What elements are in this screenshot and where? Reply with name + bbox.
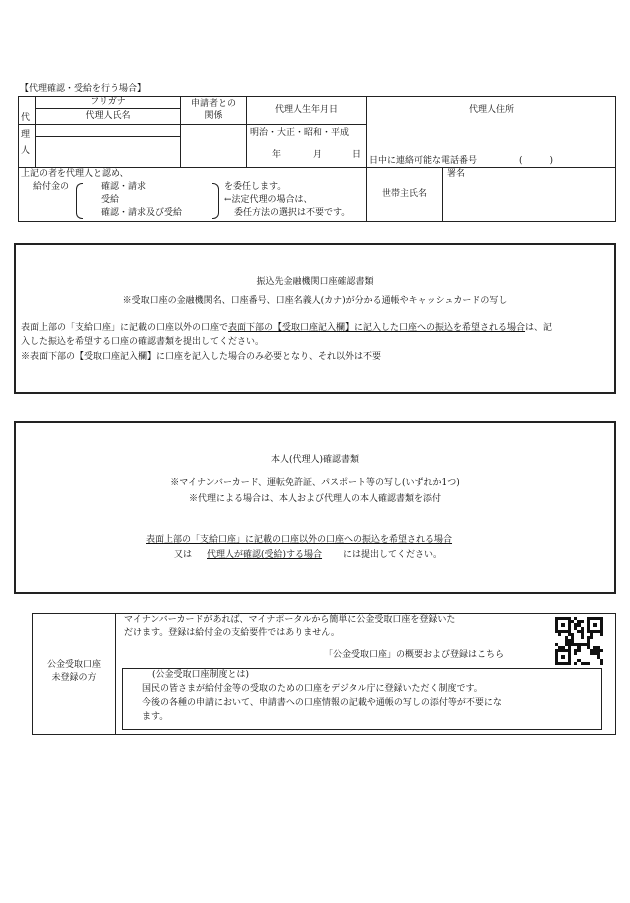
id-box-line1: ※マイナンバーカード、運転免許証、パスポート等の写し(いずれか1つ) (170, 478, 460, 488)
delegate-line1: 上記の者を代理人と認め、 (21, 169, 129, 179)
bank-account-box (14, 243, 616, 394)
proxy-side-label-3: 人 (21, 146, 31, 156)
bank-box-paragraph-line1 (21, 323, 552, 334)
delegate-prefix: 給付金の (33, 182, 70, 192)
public-account-text-1: マイナンバーカードがあれば、マイナポータルから簡単に公金受取口座を登録いた (124, 615, 456, 625)
legal-note-1: ←法定代理の場合は、 (224, 195, 313, 205)
proxy-name-input[interactable] (36, 137, 180, 167)
signature-input[interactable] (443, 181, 615, 221)
bank-para-c: は、記 (525, 323, 553, 333)
bank-para-underlined: 表面下部の【受取口座記入欄】に記入した口座への振込を希望される場合 (228, 323, 526, 333)
bank-box-subtitle: ※受取口座の金融機関名、口座番号、口座名義人(カナ)が分かる通帳やキャッシュカードの写し (122, 296, 508, 306)
delegate-option-confirm[interactable]: 確認・請求 (101, 182, 147, 192)
id-box-condition2: 代理人が確認(受給)する場合 (207, 550, 323, 560)
public-account-label-2: 未登録の方 (51, 673, 97, 683)
relation-label-1: 申請者との (190, 99, 236, 109)
date-day-unit: 日 (352, 150, 362, 160)
era-options[interactable]: 明治・大正・昭和・平成 (250, 128, 350, 138)
delegate-suffix: を委任します。 (224, 182, 287, 192)
proxy-side-label-2: 理 (21, 130, 31, 140)
delegate-option-both[interactable]: 確認・請求及び受給 (101, 208, 183, 218)
proxy-name-label: 代理人氏名 (85, 111, 131, 121)
qr-code-icon[interactable] (555, 617, 603, 665)
definition-line1: 国民の皆さまが給付金等の受取のための口座をデジタル庁に登録いただく制度です。 (142, 684, 483, 694)
household-head-label: 世帯主氏名 (381, 189, 427, 199)
id-documents-box (14, 421, 616, 594)
phone-area-parens[interactable]: ( ) (519, 156, 554, 166)
id-box-line2: ※代理による場合は、本人および代理人の本人確認書類を添付 (188, 494, 441, 504)
public-account-link[interactable]: 「公金受取口座」の概要および登録はこちら (324, 650, 505, 660)
birthdate-label: 代理人生年月日 (274, 105, 338, 115)
date-month-unit: 月 (313, 150, 323, 160)
bank-box-title: 振込先金融機関口座確認書類 (256, 277, 374, 287)
legal-note-2: 委任方法の選択は不要です。 (234, 208, 351, 218)
address-input[interactable] (367, 125, 616, 153)
daytime-phone-label: 日中に連絡可能な電話番号 (369, 156, 478, 166)
proxy-side-label-1: 代 (21, 113, 31, 123)
relation-label-2: 関係 (204, 111, 223, 121)
definition-line2: 今後の各種の申請において、申請書への口座情報の記載や通帳の写しの添付等が不要にな (142, 698, 502, 708)
furigana-input[interactable] (36, 125, 180, 136)
definition-title: (公金受取口座制度とは) (152, 670, 250, 680)
section-title: 【代理確認・受給を行う場合】 (20, 84, 147, 94)
bank-box-paragraph-line2: 入した振込を希望する口座の確認書類を提出してください。 (21, 337, 265, 347)
id-box-submit: には提出してください。 (343, 550, 443, 560)
bank-para-a: 表面上部の「支給口座」に記載の口座以外の口座で (21, 323, 229, 333)
id-box-or-label: 又は (174, 550, 193, 560)
public-account-label-1: 公金受取口座 (46, 660, 101, 670)
definition-line3: ます。 (142, 712, 169, 722)
address-label: 代理人住所 (468, 105, 514, 115)
date-year-unit: 年 (272, 150, 282, 160)
furigana-label: フリガナ (90, 97, 126, 107)
relation-input[interactable] (181, 125, 246, 167)
delegate-option-receive[interactable]: 受給 (101, 195, 120, 205)
signature-label: 署名 (447, 169, 466, 179)
id-box-condition1: 表面上部の「支給口座」に記載の口座以外の口座への振込を希望される場合 (146, 535, 453, 545)
id-box-title: 本人(代理人)確認書類 (270, 455, 360, 465)
public-account-text-2: だけます。登録は給付金の支給要件ではありません。 (124, 628, 340, 638)
bank-box-note: ※表面下部の【受取口座記入欄】に口座を記入した場合のみ必要となり、それ以外は不要 (21, 352, 382, 362)
